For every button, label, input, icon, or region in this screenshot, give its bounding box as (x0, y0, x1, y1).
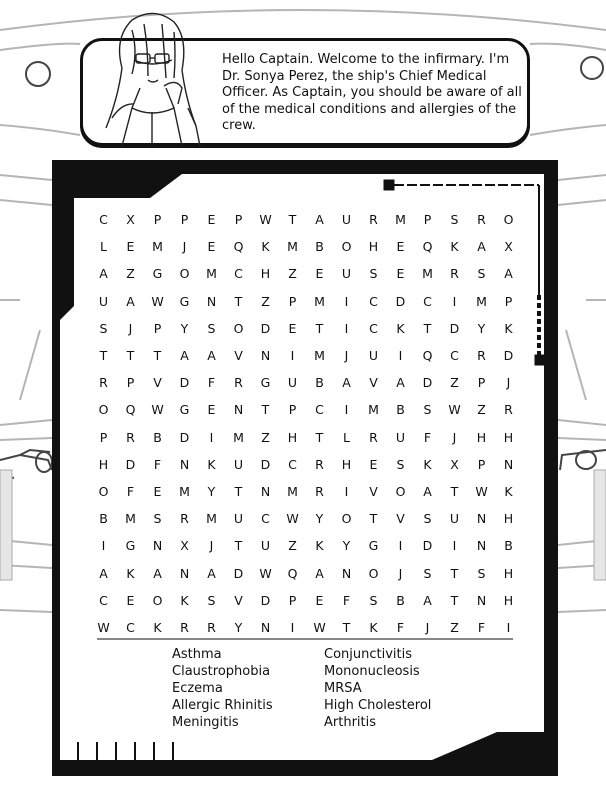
grid-letter[interactable]: U (341, 266, 352, 282)
grid-letter[interactable]: O (341, 239, 352, 255)
grid-letter[interactable]: T (315, 429, 324, 445)
grid-letter[interactable]: Q (287, 565, 298, 581)
grid-letter[interactable]: M (314, 348, 325, 364)
grid-letter[interactable]: S (450, 212, 459, 228)
grid-letter[interactable]: W (286, 511, 299, 527)
grid-letter[interactable]: E (126, 592, 135, 608)
grid-letter[interactable]: S (423, 565, 432, 581)
grid-letter[interactable]: Q (422, 348, 433, 364)
grid-letter[interactable]: R (180, 511, 189, 527)
grid-letter[interactable]: H (476, 429, 487, 445)
grid-letter[interactable]: M (152, 239, 163, 255)
grid-letter[interactable]: T (369, 511, 378, 527)
grid-letter[interactable]: R (315, 483, 324, 499)
grid-letter[interactable]: R (207, 619, 216, 635)
grid-letter[interactable]: C (126, 619, 135, 635)
grid-letter[interactable]: W (259, 212, 272, 228)
grid-letter[interactable]: A (126, 293, 135, 309)
grid-letter[interactable]: G (260, 375, 271, 391)
grid-letter[interactable]: S (423, 511, 432, 527)
grid-letter[interactable]: O (368, 565, 379, 581)
grid-letter[interactable]: N (152, 538, 163, 554)
grid-letter[interactable]: X (180, 538, 189, 554)
grid-letter[interactable]: E (288, 320, 297, 336)
grid-letter[interactable]: U (395, 429, 406, 445)
grid-letter[interactable]: V (369, 483, 378, 499)
grid-letter[interactable]: A (207, 348, 216, 364)
grid-letter[interactable]: M (125, 511, 136, 527)
grid-letter[interactable]: M (179, 483, 190, 499)
grid-letter[interactable]: U (368, 348, 379, 364)
grid-letter[interactable]: L (100, 239, 107, 255)
grid-letter[interactable]: R (234, 375, 243, 391)
grid-letter[interactable]: O (98, 402, 109, 418)
grid-letter[interactable]: I (344, 402, 349, 418)
grid-letter[interactable]: H (368, 239, 379, 255)
grid-letter[interactable]: W (259, 565, 272, 581)
grid-letter[interactable]: P (288, 402, 297, 418)
grid-letter[interactable]: K (450, 239, 459, 255)
grid-letter[interactable]: V (234, 348, 243, 364)
grid-letter[interactable]: A (153, 565, 162, 581)
grid-letter[interactable]: S (369, 266, 378, 282)
grid-letter[interactable]: W (151, 402, 164, 418)
grid-letter[interactable]: D (395, 293, 406, 309)
grid-letter[interactable]: E (207, 402, 216, 418)
grid-letter[interactable]: V (153, 375, 162, 391)
grid-letter[interactable]: T (234, 538, 243, 554)
grid-letter[interactable]: A (342, 375, 351, 391)
grid-letter[interactable]: F (423, 429, 432, 445)
grid-letter[interactable]: I (344, 483, 349, 499)
grid-letter[interactable]: F (396, 619, 405, 635)
grid-letter[interactable]: U (233, 511, 244, 527)
grid-letter[interactable]: N (341, 565, 352, 581)
grid-letter[interactable]: Y (234, 619, 243, 635)
grid-letter[interactable]: R (180, 619, 189, 635)
doctor-portrait-icon (92, 8, 210, 146)
grid-letter[interactable]: A (423, 592, 432, 608)
grid-letter[interactable]: A (99, 266, 108, 282)
grid-letter[interactable]: T (450, 592, 459, 608)
grid-letter[interactable]: R (126, 429, 135, 445)
grid-letter[interactable]: W (448, 402, 461, 418)
word-list-right (324, 646, 431, 731)
grid-letter[interactable]: O (179, 266, 190, 282)
grid-letter[interactable]: N (260, 619, 271, 635)
grid-letter[interactable]: R (477, 212, 486, 228)
grid-letter[interactable]: B (504, 538, 513, 554)
grid-letter[interactable]: F (477, 619, 486, 635)
grid-letter[interactable]: H (287, 429, 298, 445)
grid-letter[interactable]: N (233, 402, 244, 418)
grid-letter[interactable]: A (504, 266, 513, 282)
grid-letter[interactable]: E (396, 239, 405, 255)
grid-letter[interactable]: P (288, 592, 297, 608)
grid-letter[interactable]: S (369, 592, 378, 608)
word-list-item: Asthma (172, 647, 222, 662)
grid-letter[interactable]: X (504, 239, 513, 255)
word-list-item: Conjunctivitis (324, 647, 413, 662)
grid-letter[interactable]: Z (261, 429, 270, 445)
grid-letter[interactable]: E (126, 239, 135, 255)
grid-letter[interactable]: B (153, 429, 162, 445)
word-search-grid[interactable] (90, 206, 522, 635)
grid-letter[interactable]: F (207, 375, 216, 391)
grid-letter[interactable]: A (180, 348, 189, 364)
grid-letter[interactable]: Q (233, 239, 244, 255)
grid-letter[interactable]: Q (125, 402, 136, 418)
grid-letter[interactable]: W (97, 619, 110, 635)
grid-letter[interactable]: P (477, 375, 486, 391)
grid-letter[interactable]: Z (126, 266, 135, 282)
word-list-left (172, 646, 273, 731)
word-list-item: Arthritis (324, 715, 377, 730)
grid-letter[interactable]: D (125, 456, 136, 472)
grid-letter[interactable]: E (207, 239, 216, 255)
grid-letter[interactable]: C (99, 212, 108, 228)
grid-letter[interactable]: K (153, 619, 162, 635)
grid-letter[interactable]: K (180, 592, 189, 608)
grid-letter[interactable]: D (233, 565, 244, 581)
grid-letter[interactable]: I (452, 538, 457, 554)
grid-letter[interactable]: J (344, 348, 349, 364)
grid-letter[interactable]: U (260, 538, 271, 554)
grid-letter[interactable]: I (209, 429, 214, 445)
word-list-item: Allergic Rhinitis (172, 698, 273, 713)
grid-letter[interactable]: O (503, 212, 514, 228)
grid-letter[interactable]: R (369, 429, 378, 445)
grid-letter[interactable]: V (396, 511, 405, 527)
grid-letter[interactable]: Z (477, 402, 486, 418)
grid-letter[interactable]: G (179, 402, 190, 418)
grid-letter[interactable]: C (261, 511, 270, 527)
grid-letter[interactable]: B (315, 375, 324, 391)
grid-letter[interactable]: P (477, 456, 486, 472)
grid-letter[interactable]: T (423, 320, 432, 336)
grid-letter[interactable]: K (126, 565, 135, 581)
grid-letter[interactable]: F (153, 456, 162, 472)
grid-letter[interactable]: P (504, 293, 513, 309)
grid-letter[interactable]: A (315, 565, 324, 581)
grid-letter[interactable]: Y (207, 483, 216, 499)
grid-letter[interactable]: N (179, 565, 190, 581)
word-list-item: High Cholesterol (324, 698, 432, 713)
grid-letter[interactable]: F (342, 592, 351, 608)
grid-letter[interactable]: Z (288, 538, 297, 554)
grid-letter[interactable]: P (153, 320, 162, 336)
grid-letter[interactable]: Y (315, 511, 324, 527)
grid-letter[interactable]: S (396, 456, 405, 472)
grid-letter[interactable]: M (368, 402, 379, 418)
grid-letter[interactable]: I (398, 348, 403, 364)
grid-letter[interactable]: K (315, 538, 324, 554)
grid-letter[interactable]: T (261, 402, 270, 418)
grid-letter[interactable]: I (344, 293, 349, 309)
word-list-item: Mononucleosis (324, 664, 420, 679)
word-list-item: Eczema (172, 681, 223, 696)
grid-letter[interactable]: K (504, 483, 513, 499)
grid-letter[interactable]: J (452, 429, 457, 445)
grid-letter[interactable]: C (369, 320, 378, 336)
grid-letter[interactable]: I (101, 538, 106, 554)
grid-letter[interactable]: G (179, 293, 190, 309)
grid-letter[interactable]: T (288, 212, 297, 228)
grid-letter[interactable]: V (369, 375, 378, 391)
grid-letter[interactable]: S (423, 402, 432, 418)
grid-letter[interactable]: S (477, 565, 486, 581)
grid-letter[interactable]: Z (450, 375, 459, 391)
grid-letter[interactable]: A (99, 565, 108, 581)
grid-letter[interactable]: S (153, 511, 162, 527)
grid-letter[interactable]: J (182, 239, 187, 255)
grid-letter[interactable]: P (99, 429, 108, 445)
grid-letter[interactable]: T (315, 320, 324, 336)
grid-letter[interactable]: M (233, 429, 244, 445)
grid-letter[interactable]: H (260, 266, 271, 282)
grid-letter[interactable]: E (396, 266, 405, 282)
grid-letter[interactable]: Z (288, 266, 297, 282)
grid-letter[interactable]: S (99, 320, 108, 336)
grid-letter[interactable]: T (450, 565, 459, 581)
grid-letter[interactable]: Y (180, 320, 189, 336)
grid-letter[interactable]: E (207, 212, 216, 228)
grid-letter[interactable]: Q (422, 239, 433, 255)
grid-letter[interactable]: N (260, 483, 271, 499)
grid-letter[interactable]: T (153, 348, 162, 364)
grid-letter[interactable]: N (476, 592, 487, 608)
grid-letter[interactable]: D (179, 375, 190, 391)
grid-letter[interactable]: R (477, 348, 486, 364)
grid-letter[interactable]: C (423, 293, 432, 309)
grid-letter[interactable]: E (369, 456, 378, 472)
dialog-text: Hello Captain. Welcome to the infirmary. I'm Dr. Sonya Perez, the ship's Chief Medical Officer. As Captain, you should be aware of all of the medical conditions and allergies of the crew. (222, 52, 522, 133)
grid-letter[interactable]: I (452, 293, 457, 309)
grid-letter[interactable]: O (152, 592, 163, 608)
grid-letter[interactable]: H (503, 511, 514, 527)
grid-letter[interactable]: B (315, 239, 324, 255)
grid-letter[interactable]: K (423, 456, 432, 472)
grid-letter[interactable]: D (422, 375, 433, 391)
grid-letter[interactable]: H (503, 565, 514, 581)
grid-letter[interactable]: S (207, 592, 216, 608)
grid-letter[interactable]: A (396, 375, 405, 391)
grid-letter[interactable]: C (450, 348, 459, 364)
grid-letter[interactable]: M (314, 293, 325, 309)
grid-letter[interactable]: K (396, 320, 405, 336)
grid-letter[interactable]: P (180, 212, 189, 228)
grid-letter[interactable]: J (398, 565, 403, 581)
divider (97, 638, 513, 640)
grid-letter[interactable]: A (315, 212, 324, 228)
grid-letter[interactable]: Y (477, 320, 486, 336)
word-list-item: Claustrophobia (172, 664, 271, 679)
grid-letter[interactable]: J (128, 320, 133, 336)
grid-letter[interactable]: D (260, 320, 271, 336)
grid-letter[interactable]: Z (450, 619, 459, 635)
grid-letter[interactable]: Z (261, 293, 270, 309)
grid-letter[interactable]: D (503, 348, 514, 364)
grid-letter[interactable]: W (151, 293, 164, 309)
grid-letter[interactable]: B (99, 511, 108, 527)
grid-letter[interactable]: O (395, 483, 406, 499)
grid-letter[interactable]: N (476, 511, 487, 527)
grid-letter[interactable]: K (261, 239, 270, 255)
grid-letter[interactable]: P (126, 375, 135, 391)
grid-letter[interactable]: V (234, 592, 243, 608)
grid-letter[interactable]: N (476, 538, 487, 554)
grid-letter[interactable]: N (206, 293, 217, 309)
grid-letter[interactable]: X (126, 212, 135, 228)
grid-letter[interactable]: W (313, 619, 326, 635)
grid-letter[interactable]: C (234, 266, 243, 282)
grid-letter[interactable]: E (153, 483, 162, 499)
grid-letter[interactable]: X (450, 456, 459, 472)
grid-letter[interactable]: T (234, 483, 243, 499)
grid-letter[interactable]: H (341, 456, 352, 472)
grid-letter[interactable]: B (396, 402, 405, 418)
grid-letter[interactable]: G (152, 266, 163, 282)
grid-letter[interactable]: I (290, 348, 295, 364)
grid-letter[interactable]: K (207, 456, 216, 472)
grid-letter[interactable]: E (315, 592, 324, 608)
grid-letter[interactable]: B (396, 592, 405, 608)
grid-letter[interactable]: L (343, 429, 350, 445)
grid-letter[interactable]: H (98, 456, 109, 472)
grid-letter[interactable]: U (449, 511, 460, 527)
grid-letter[interactable]: D (449, 320, 460, 336)
grid-letter[interactable]: S (477, 266, 486, 282)
grid-letter[interactable]: C (315, 402, 324, 418)
grid-letter[interactable]: O (341, 511, 352, 527)
word-list-item: MRSA (324, 681, 362, 696)
word-list-item: Meningitis (172, 715, 239, 730)
grid-letter[interactable]: R (504, 402, 513, 418)
grid-letter[interactable]: D (260, 456, 271, 472)
grid-letter[interactable]: A (477, 239, 486, 255)
grid-letter[interactable]: E (315, 266, 324, 282)
grid-letter[interactable]: G (125, 538, 136, 554)
grid-letter[interactable]: R (450, 266, 459, 282)
grid-letter[interactable]: H (503, 592, 514, 608)
grid-letter[interactable]: N (503, 456, 514, 472)
grid-letter[interactable]: K (504, 320, 513, 336)
grid-letter[interactable]: O (233, 320, 244, 336)
grid-letter[interactable]: T (342, 619, 351, 635)
grid-letter[interactable]: C (288, 456, 297, 472)
grid-letter[interactable]: U (233, 456, 244, 472)
grid-letter[interactable]: Y (342, 538, 351, 554)
grid-letter[interactable]: P (153, 212, 162, 228)
grid-letter[interactable]: T (126, 348, 135, 364)
grid-letter[interactable]: A (207, 565, 216, 581)
grid-letter[interactable]: A (423, 483, 432, 499)
grid-letter[interactable]: D (260, 592, 271, 608)
grid-letter[interactable]: I (290, 619, 295, 635)
grid-letter[interactable]: P (234, 212, 243, 228)
grid-letter[interactable]: M (422, 266, 433, 282)
grid-letter[interactable]: C (99, 592, 108, 608)
grid-letter[interactable]: T (234, 293, 243, 309)
grid-letter[interactable]: T (99, 348, 108, 364)
grid-letter[interactable]: J (506, 375, 511, 391)
grid-letter[interactable]: M (287, 483, 298, 499)
grid-letter[interactable]: M (395, 212, 406, 228)
grid-letter[interactable]: J (209, 538, 214, 554)
grid-letter[interactable]: W (475, 483, 488, 499)
grid-letter[interactable]: I (398, 538, 403, 554)
grid-letter[interactable]: N (260, 348, 271, 364)
grid-letter[interactable]: O (98, 483, 109, 499)
grid-letter[interactable]: K (369, 619, 378, 635)
grid-letter[interactable]: S (207, 320, 216, 336)
grid-letter[interactable]: M (476, 293, 487, 309)
grid-letter[interactable]: P (288, 293, 297, 309)
grid-letter[interactable]: J (425, 619, 430, 635)
grid-letter[interactable]: R (369, 212, 378, 228)
grid-letter[interactable]: T (450, 483, 459, 499)
grid-letter[interactable]: H (503, 429, 514, 445)
grid-letter[interactable]: U (98, 293, 109, 309)
grid-letter[interactable]: I (506, 619, 511, 635)
grid-letter[interactable]: U (287, 375, 298, 391)
grid-letter[interactable]: D (422, 538, 433, 554)
grid-letter[interactable]: G (368, 538, 379, 554)
grid-letter[interactable]: I (344, 320, 349, 336)
grid-letter[interactable]: R (315, 456, 324, 472)
grid-letter[interactable]: M (206, 511, 217, 527)
grid-letter[interactable]: N (179, 456, 190, 472)
grid-letter[interactable]: F (126, 483, 135, 499)
grid-letter[interactable]: M (287, 239, 298, 255)
grid-letter[interactable]: U (341, 212, 352, 228)
grid-letter[interactable]: P (423, 212, 432, 228)
grid-letter[interactable]: R (99, 375, 108, 391)
grid-letter[interactable]: D (179, 429, 190, 445)
grid-letter[interactable]: C (369, 293, 378, 309)
grid-letter[interactable]: M (206, 266, 217, 282)
